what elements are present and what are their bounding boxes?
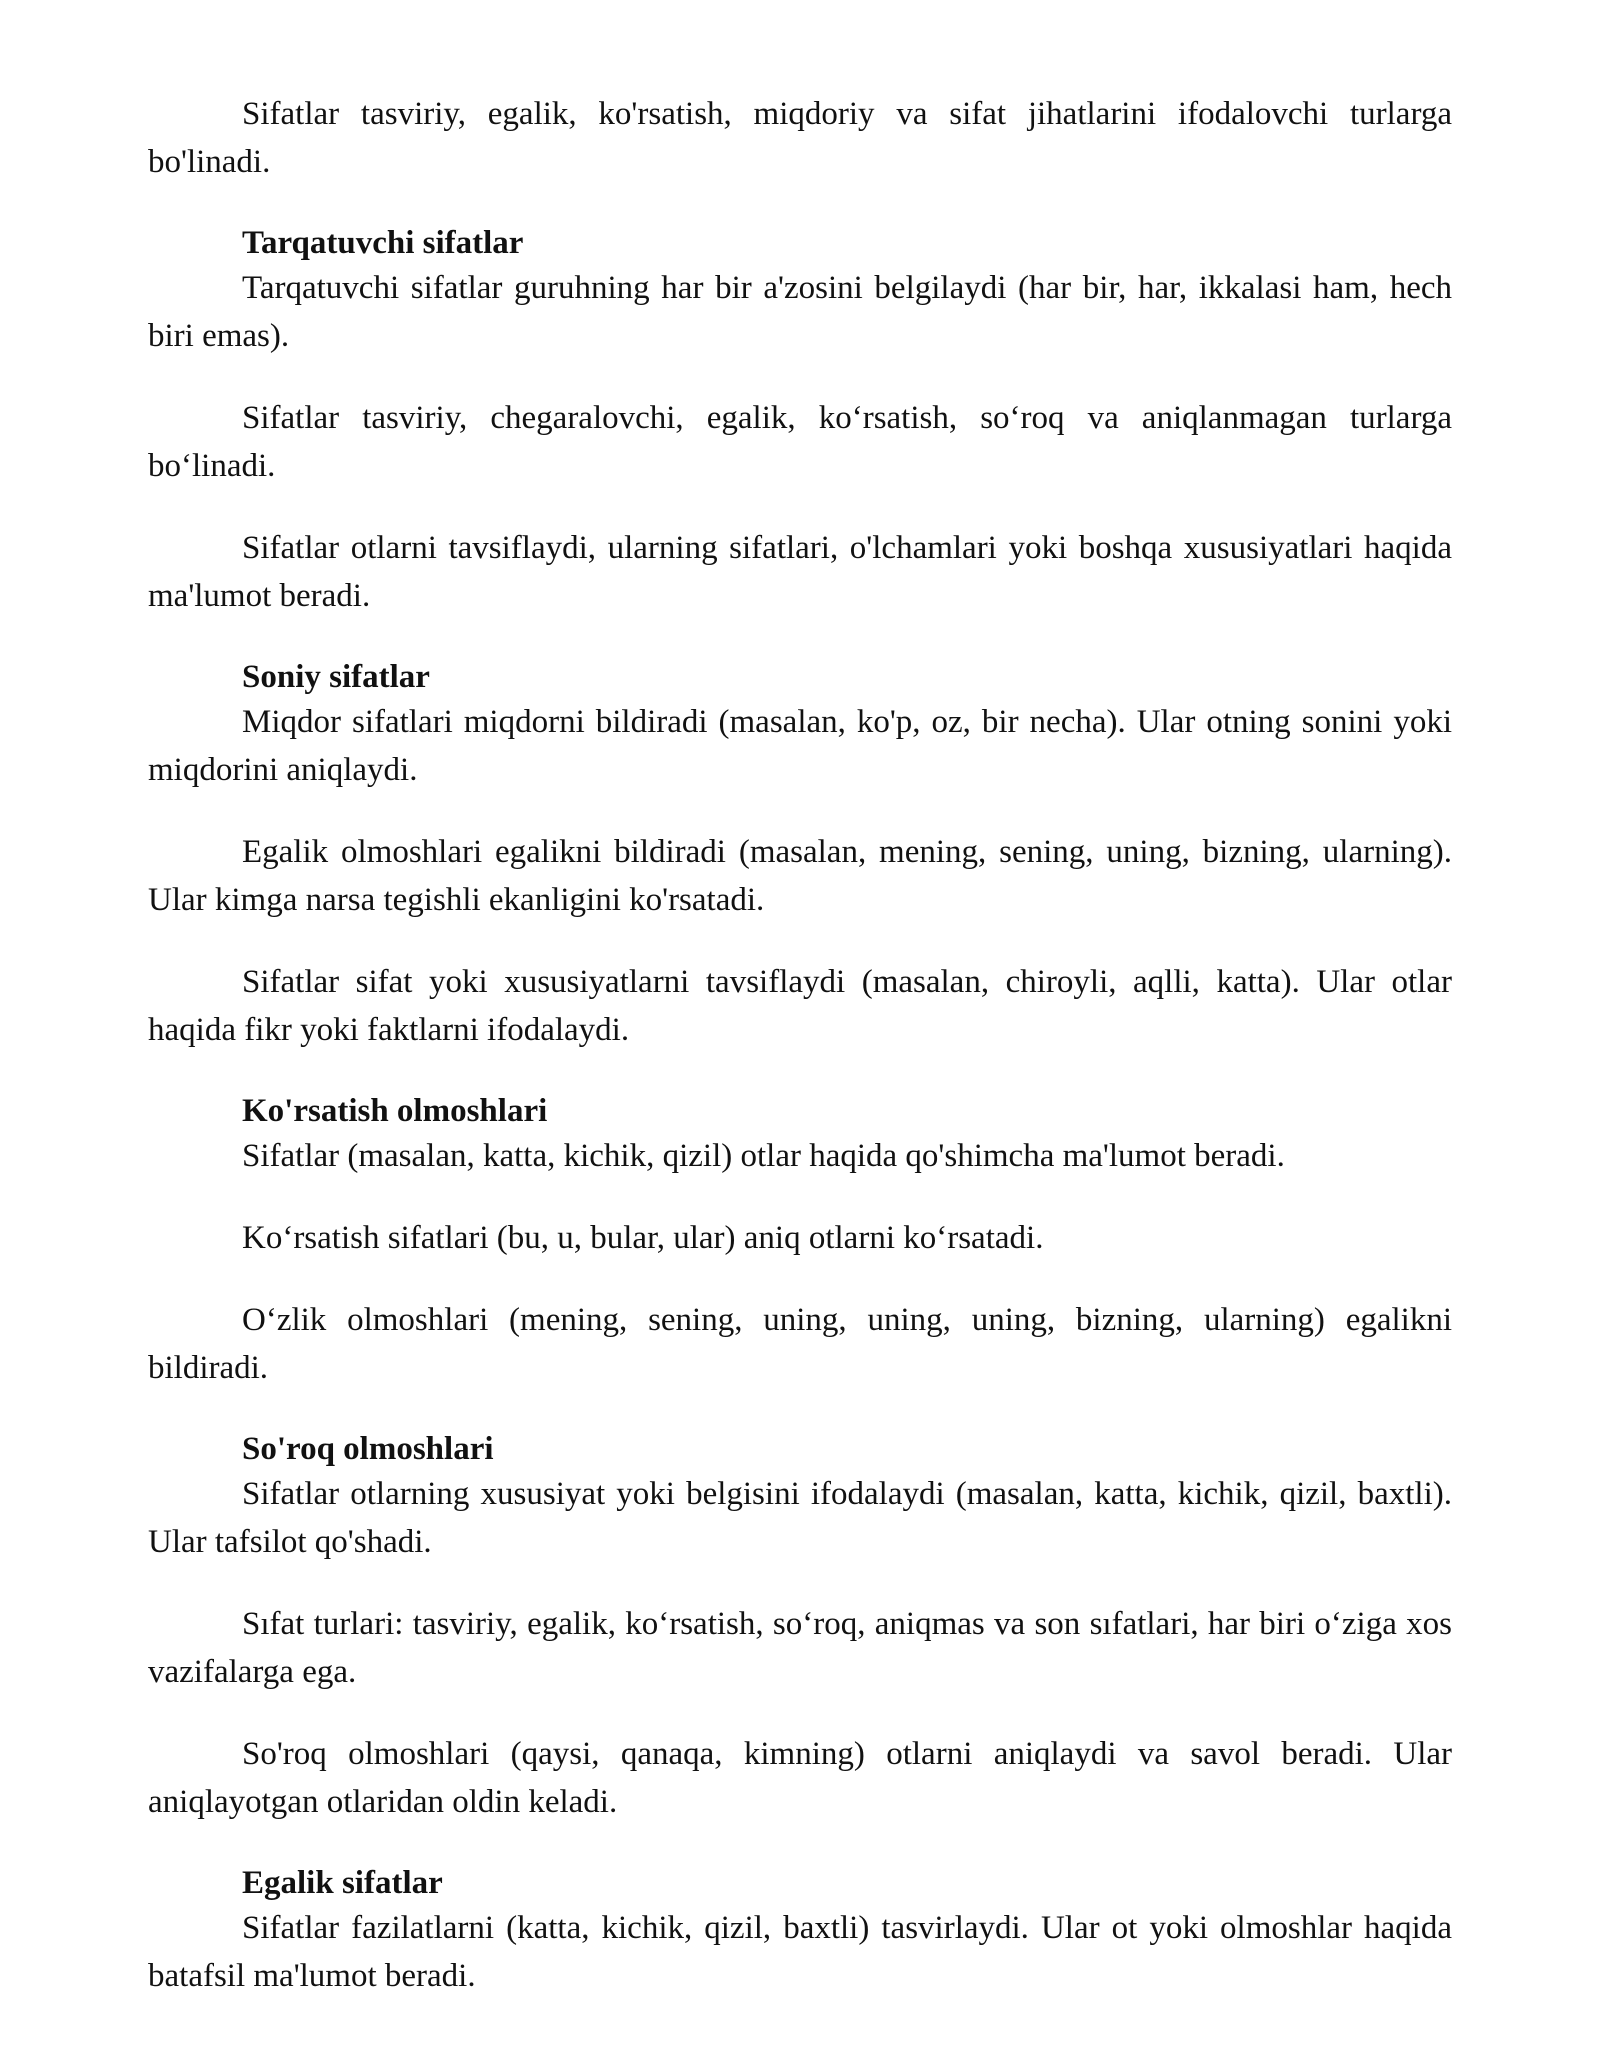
section-distributive-adjectives <box>148 222 1452 360</box>
paragraph: Sifatlar fazilatlarni (katta, kichik, qizil, baxtli) tasvirlaydi. Ular ot yoki olmoshlar haqida batafsil ma'lumot beradi. <box>148 1910 1452 1994</box>
section-demonstrative-pronouns <box>148 1090 1452 1180</box>
section-heading: Ko'rsatish olmoshlari <box>242 1093 548 1129</box>
paragraph-types-overview: Sifatlar tasviriy, egalik, ko'rsatish, miqdoriy va sifat jihatlarini ifodalovchi turlarga bo'linadi. <box>148 96 1452 180</box>
paragraph: Ko‘rsatish sifatlari (bu, u, bular, ular) aniq otlarni ko‘rsatadi. <box>242 1220 1044 1256</box>
section-heading: Soniy sifatlar <box>242 659 430 695</box>
section-numeral-adjectives <box>148 656 1452 794</box>
paragraph: Egalik olmoshlari egalikni bildiradi (masalan, mening, sening, uning, bizning, ularning). Ular kimga narsa tegishli ekanligini ko'rsatadi. <box>148 834 1452 918</box>
paragraph: So'roq olmoshlari (qaysi, qanaqa, kimning) otlarni aniqlaydi va savol beradi. Ular aniqlayotgan otlaridan oldin keladi. <box>148 1736 1452 1820</box>
paragraph: Sifatlar sifat yoki xususiyatlarni tavsiflaydi (masalan, chiroyli, aqlli, katta). Ular otlar haqida fikr yoki faktlarni ifodalaydi. <box>148 964 1452 1048</box>
paragraph: Sifatlar tasviriy, chegaralovchi, egalik, ko‘rsatish, so‘roq va aniqlanmagan turlarga bo‘linadi. <box>148 400 1452 484</box>
paragraph: Sifatlar otlarni tavsiflaydi, ularning sifatlari, o'lchamlari yoki boshqa xususiyatlari haqida ma'lumot beradi. <box>148 530 1452 614</box>
section-heading: So'roq olmoshlari <box>242 1431 494 1467</box>
paragraph: Sifatlar otlarning xususiyat yoki belgisini ifodalaydi (masalan, katta, kichik, qizil, baxtli). Ular tafsilot qo'shadi. <box>148 1476 1452 1560</box>
section-heading: Tarqatuvchi sifatlar <box>242 225 524 261</box>
paragraph: Tarqatuvchi sifatlar guruhning har bir a'zosini belgilaydi (har bir, har, ikkalasi ham, hech biri emas). <box>148 270 1452 354</box>
paragraph: Sifatlar (masalan, katta, kichik, qizil) otlar haqida qo'shimcha ma'lumot beradi. <box>242 1138 1285 1174</box>
section-interrogative-pronouns <box>148 1428 1452 1566</box>
document-page <box>148 90 1452 2034</box>
section-heading: Egalik sifatlar <box>242 1865 443 1901</box>
paragraph: Miqdor sifatlari miqdorni bildiradi (masalan, ko'p, oz, bir necha). Ular otning sonini yoki miqdorini aniqlaydi. <box>148 704 1452 788</box>
section-possessive-adjectives <box>148 1862 1452 2000</box>
paragraph: Sıfat turlari: tasviriy, egalik, ko‘rsatish, so‘roq, aniqmas va son sıfatlari, har biri o‘ziga xos vazifalarga ega. <box>148 1606 1452 1690</box>
paragraph: O‘zlik olmoshlari (mening, sening, uning, uning, uning, bizning, ularning) egalikni bildiradi. <box>148 1302 1452 1386</box>
